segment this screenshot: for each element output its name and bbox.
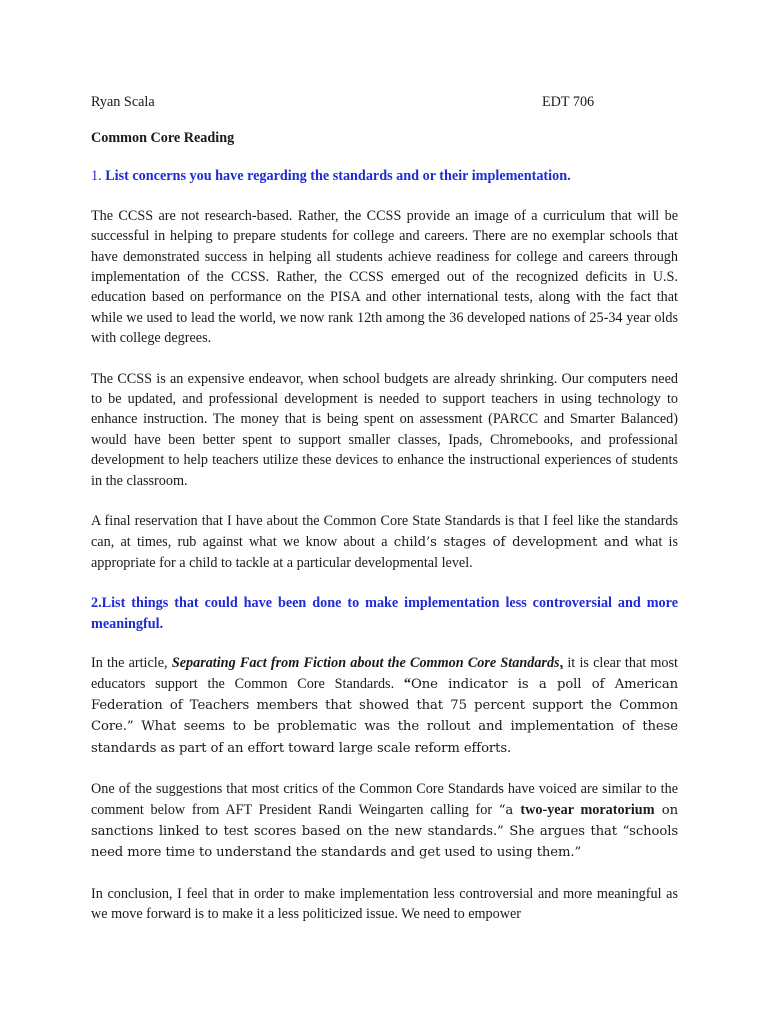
author-name: Ryan Scala: [91, 94, 155, 110]
paragraph-suggestions: [91, 779, 678, 864]
paragraph-final-reservation: [91, 511, 678, 573]
question-1: [91, 166, 678, 186]
paragraph-expensive-endeavor: The CCSS is an expensive endeavor, when school budgets are already shrinking. Our computers need to be updated, and professional development is needed to support teachers in using technology to enhance instruction. The money that is being spent on assessment (PARCC and Smarter Balanced) would have been better spent to support smaller classes, Ipads, Chromebooks, and professional development to help teachers utilize these devices to enhance the instructional experiences of students in the classroom.: [91, 370, 678, 489]
paragraph-final-reservation-start: A final reservation that I have about the Common Core State Standards is that I feel like the standards can, at times, rub against what we know about a: [91, 513, 678, 550]
paragraph-final-reservation-quoted: child’s stages of development and: [393, 534, 629, 550]
paragraph-article: [91, 653, 678, 759]
document-body: [91, 92, 678, 945]
paragraph-research-based: The CCSS are not research-based. Rather, the CCSS provide an image of a curriculum that will be successful in helping to prepare students for college and careers. There are no exemplar schools that have demonstrated success in helping all students achieve readiness for college and careers through implementation of the CCSS. Rather, the CCSS emerged out of the recognized deficits in U.S. education based on performance on the PISA and other international tests, along with the fact that while we used to lead the world, we now rank 12th among the 36 developed nations of 25-34 year olds with college degrees.: [91, 207, 678, 347]
article-title: Separating Fact from Fiction about the Common Core Standards: [171, 655, 560, 672]
paragraph-suggestions-quote-rest: on sanctions linked to test scores based on the new standards.” She argues that “schools need more time to understand the standards and get used to using them.”: [91, 802, 678, 861]
document-title: Common Core Reading: [91, 130, 235, 146]
paragraph-article-open-quote: “: [403, 675, 412, 692]
paragraph-suggestions-start: One of the suggestions that most critics of the Common Core Standards have voiced are similar to the comment below from AFT President Randi Weingarten calling for: [91, 781, 678, 818]
course-code: EDT 706: [542, 94, 595, 110]
question-1-text: List concerns you have regarding the standards and or their implementation.: [105, 168, 571, 185]
moratorium-phrase: two-year moratorium: [520, 801, 655, 818]
paragraph-article-middle: it is clear that most educators support the Common Core Standards.: [91, 655, 678, 692]
question-1-number: 1.: [91, 168, 102, 185]
document-header: [91, 92, 678, 112]
paragraph-suggestions-quote-open: “a: [498, 802, 521, 818]
article-title-comma: ,: [559, 655, 564, 672]
paragraph-final-reservation-end: what is appropriate for a child to tackle at a particular developmental level.: [91, 533, 678, 571]
paragraph-conclusion: In conclusion, I feel that in order to make implementation less controversial and more meaningful as we move forward is to make it a less politicized issue. We need to empower: [91, 885, 678, 923]
paragraph-article-lead: In the article,: [91, 655, 172, 672]
paragraph-article-quote: One indicator is a poll of American Federation of Teachers members that showed that 75 percent support the Common Core.” What seems to be problematic was the rollout and implementation of these standards as part of an effort toward large scale reform efforts.: [91, 676, 678, 756]
question-2: 2.List things that could have been done to make implementation less controversial and more meaningful.: [91, 595, 678, 632]
